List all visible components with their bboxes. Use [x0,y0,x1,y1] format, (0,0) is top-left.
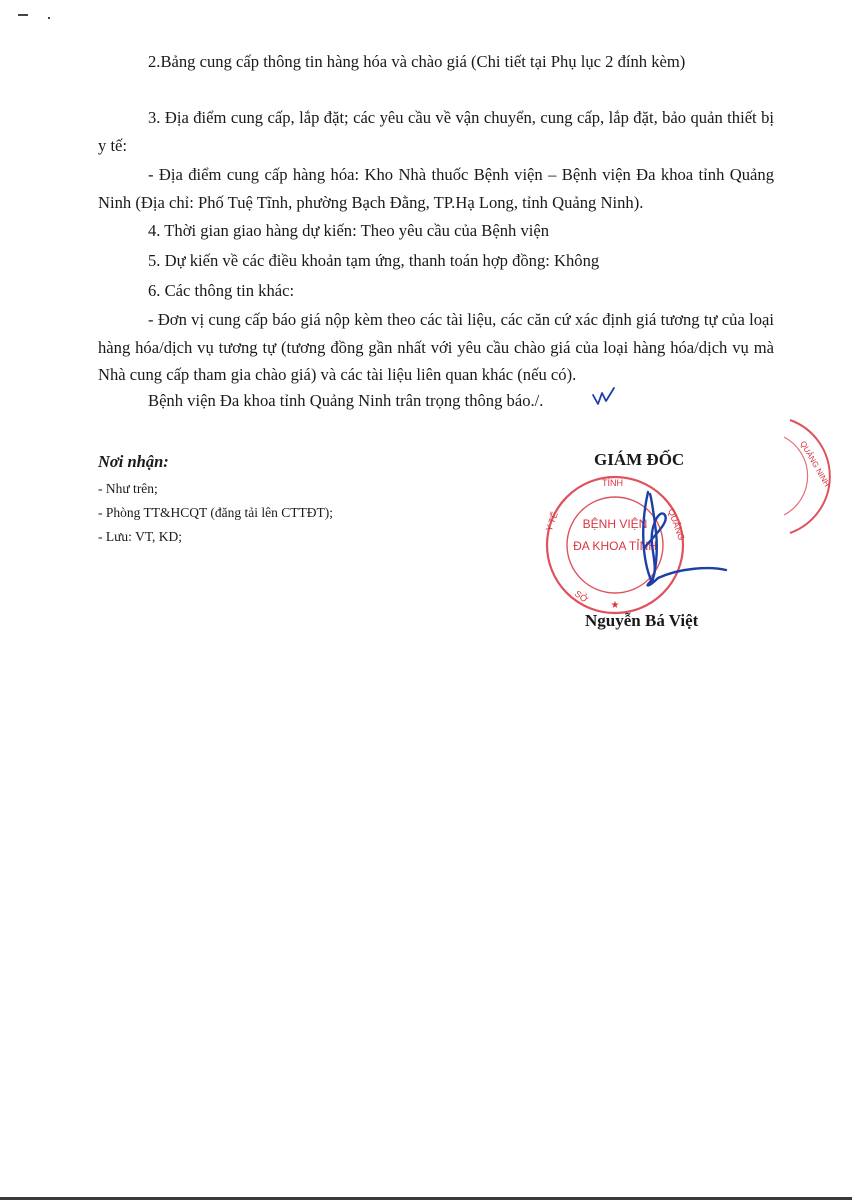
stamp-ring-bottom: SỞ [572,588,590,605]
recipient-item: - Lưu: VT, KD; [98,529,183,544]
stamp-line-2: ĐA KHOA TỈNH [573,539,657,553]
recipients-title: Nơi nhận: [98,452,169,471]
stamp-ring-top: TỈNH [602,478,623,488]
initial-mark-icon [590,385,620,410]
stamp-ring-left: Y TẾ [543,510,560,533]
paragraph-other-info-detail: - Đơn vị cung cấp báo giá nộp kèm theo các tài liệu, các căn cứ xác định giá tương tự của loại hàng hóa/dịch vụ tương tự (tương đồng gần nhất với yêu cầu chào giá của loại hàng hóa/dịch vụ mà Nhà cung cấp tham gia chào giá) và các tài liệu liên quan khác (nếu có). [98,310,774,384]
partial-seal-stamp [770,415,852,540]
paragraph-delivery-location-requirements: 3. Địa điểm cung cấp, lắp đặt; các yêu cầu về vận chuyển, cung cấp, lắp đặt, bảo quản thiết bị y tế: [98,108,774,155]
recipient-item: - Phòng TT&HCQT (đăng tải lên CTTĐT); [98,505,333,520]
closing-statement: Bệnh viện Đa khoa tỉnh Quảng Ninh trân trọng thông báo./. [148,391,544,410]
paragraph-payment-terms: 5. Dự kiến về các điều khoản tạm ứng, thanh toán hợp đồng: Không [148,251,600,270]
scan-speck [18,14,28,16]
svg-text:★: ★ [610,600,620,611]
partial-stamp-text: QUẢNG NINH [798,439,832,489]
paragraph-other-info: 6. Các thông tin khác: [148,281,295,300]
paragraph-delivery-address: - Địa điểm cung cấp hàng hóa: Kho Nhà thuốc Bệnh viện – Bệnh viện Đa khoa tỉnh Quảng Ninh (Địa chỉ: Phố Tuệ Tĩnh, phường Bạch Đằng, TP.Hạ Long, tỉnh Quảng Ninh). [98,165,774,212]
stamp-ring-right: QUẢNG [666,507,687,542]
signer-name: Nguyễn Bá Việt [585,611,699,630]
scan-speck [48,17,50,19]
handwritten-signature [560,470,740,610]
paragraph-delivery-time: 4. Thời gian giao hàng dự kiến: Theo yêu cầu của Bệnh viện [148,221,550,240]
stamp-line-1: BỆNH VIỆN [582,517,648,531]
paragraph-price-table: 2.Bảng cung cấp thông tin hàng hóa và chào giá (Chi tiết tại Phụ lục 2 đính kèm) [148,52,686,71]
recipient-item: - Như trên; [98,481,158,496]
signer-title: GIÁM ĐỐC [594,450,685,469]
